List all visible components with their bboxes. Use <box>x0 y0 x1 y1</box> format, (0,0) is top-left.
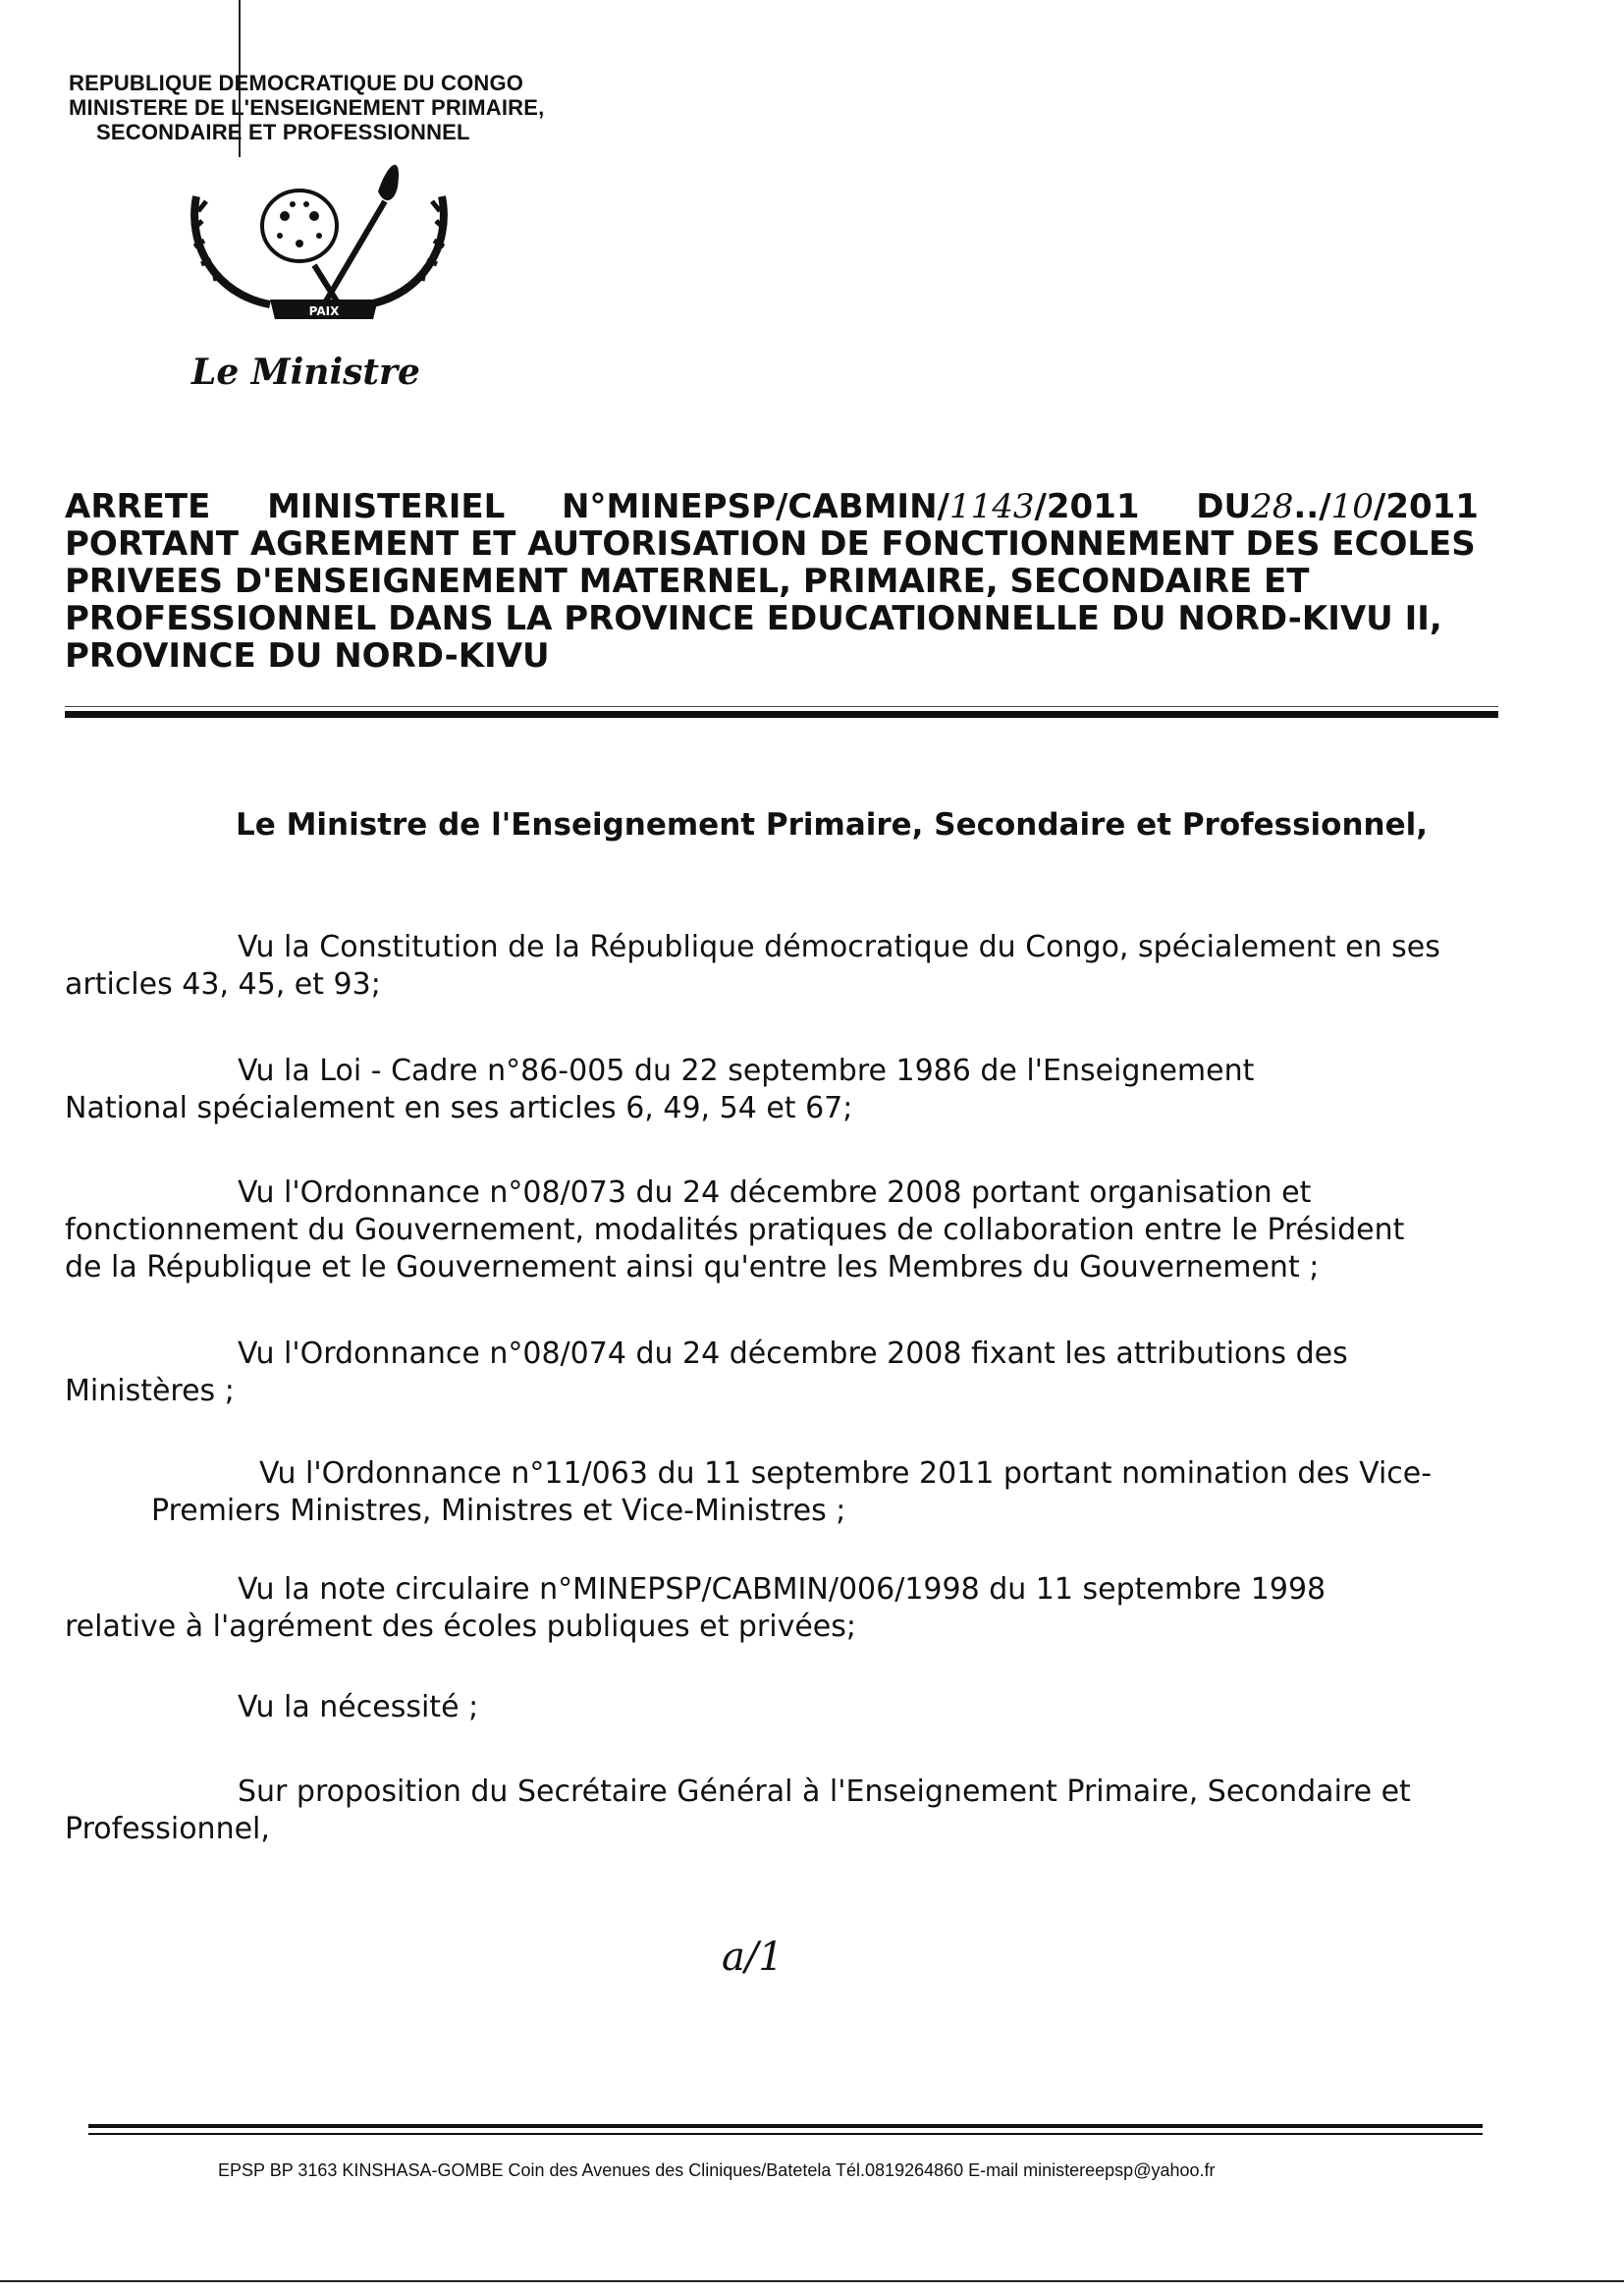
decree-date-year: /2011 <box>1373 487 1479 526</box>
decree-title-row3 <box>65 563 1479 600</box>
para-line: Vu l'Ordonnance n°11/063 du 11 septembre 2011 portant nomination des Vice- <box>259 1456 1433 1491</box>
considerant-proposition <box>65 1774 1443 1848</box>
footer-rule-thin <box>88 2133 1483 2135</box>
considerant-note-circulaire <box>65 1571 1443 1646</box>
decree-title-line: PROVINCE DU NORD-KIVU <box>65 636 550 676</box>
decree-date <box>1196 488 1479 525</box>
decree-title-row5 <box>65 637 1479 675</box>
para-line: relative à l'agrément des écoles publiques et privées; <box>65 1610 857 1644</box>
decree-date-slash: / <box>1319 487 1331 526</box>
decree-date-day: 28 <box>1251 487 1294 526</box>
para-line: Vu l'Ordonnance n°08/074 du 24 décembre 2008 fixant les attributions des <box>238 1337 1348 1371</box>
decree-title <box>65 488 1479 675</box>
letterhead-country: REPUBLIQUE DEMOCRATIQUE DU CONGO <box>69 71 524 95</box>
considerant-loi-cadre <box>65 1053 1443 1127</box>
para-line: Professionnel, <box>65 1812 270 1846</box>
para-line: Vu la Loi - Cadre n°86-005 du 22 septembre 1986 de l'Enseignement <box>238 1054 1255 1088</box>
letterhead-ministry-cont: SECONDAIRE ET PROFESSIONNEL <box>96 120 470 144</box>
decree-number <box>562 488 1139 525</box>
decree-title-line: PROFESSIONNEL DANS LA PROVINCE EDUCATIONNELLE DU NORD-KIVU II, <box>65 599 1442 638</box>
minister-title-script: Le Ministre <box>191 352 420 393</box>
decree-number-year: /2011 <box>1034 487 1140 526</box>
decree-date-month: 10 <box>1330 487 1374 526</box>
coat-of-arms-emblem <box>177 157 471 324</box>
decree-title-line: PORTANT AGREMENT ET AUTORISATION DE FONCTIONNEMENT DES ECOLES <box>65 524 1476 564</box>
considerant-ordonnance-08-074 <box>65 1336 1443 1410</box>
title-word-arrete: ARRETE <box>65 487 211 526</box>
emblem-banner-text: PAIX <box>308 304 340 318</box>
title-rule-thin <box>65 706 1498 707</box>
para-line: Ministères ; <box>65 1374 235 1408</box>
para-line: de la République et le Gouvernement ainsi qu'entre les Membres du Gouvernement ; <box>65 1250 1320 1284</box>
para-line: Vu la note circulaire n°MINEPSP/CABMIN/006/1998 du 11 septembre 1998 <box>238 1572 1326 1607</box>
considerant-ordonnance-11-063 <box>151 1455 1443 1530</box>
footer-address: EPSP BP 3163 KINSHASA-GOMBE Coin des Avenues des Cliniques/Batetela Tél.0819264860 E-mail ministereepsp@yahoo.fr <box>218 2160 1216 2180</box>
letterhead <box>69 71 544 144</box>
para-line: Premiers Ministres, Ministres et Vice-Ministres ; <box>151 1494 846 1528</box>
para-line: Vu l'Ordonnance n°08/073 du 24 décembre 2008 portant organisation et <box>238 1175 1312 1210</box>
decree-title-line: PRIVEES D'ENSEIGNEMENT MATERNEL, PRIMAIRE, SECONDAIRE ET <box>65 562 1310 601</box>
page-number-handwritten: a/1 <box>722 1935 784 1980</box>
para-line: articles 43, 45, et 93; <box>65 967 381 1002</box>
scan-bottom-edge <box>0 2280 1624 2282</box>
para-line: Vu la nécessité ; <box>238 1690 479 1724</box>
decree-title-row4 <box>65 600 1479 637</box>
title-word-ministeriel: MINISTERIEL <box>267 487 506 526</box>
para-line: Vu la Constitution de la République démocratique du Congo, spécialement en ses <box>238 930 1440 964</box>
title-rule <box>65 711 1498 718</box>
decree-number-handwritten: 1143 <box>948 487 1035 526</box>
decree-title-row2 <box>65 525 1479 563</box>
decree-date-dots: .. <box>1293 487 1320 526</box>
para-line: fonctionnement du Gouvernement, modalités pratiques de collaboration entre le Président <box>65 1213 1405 1247</box>
considerant-necessite <box>65 1689 1443 1726</box>
considerant-ordonnance-08-073 <box>65 1174 1443 1286</box>
minister-heading: Le Ministre de l'Enseignement Primaire, Secondaire et Professionnel, <box>236 807 1429 843</box>
letterhead-ministry: MINISTERE DE L'ENSEIGNEMENT PRIMAIRE, <box>69 95 545 120</box>
decree-title-row1 <box>65 488 1479 525</box>
para-line: Sur proposition du Secrétaire Général à l'Enseignement Primaire, Secondaire et <box>238 1774 1411 1809</box>
para-line: National spécialement en ses articles 6, 49, 54 et 67; <box>65 1091 853 1125</box>
decree-date-prefix: DU <box>1196 487 1252 526</box>
decree-number-prefix: N°MINEPSP/CABMIN/ <box>562 487 949 526</box>
footer-rule <box>88 2124 1483 2128</box>
considerant-constitution <box>65 929 1443 1004</box>
